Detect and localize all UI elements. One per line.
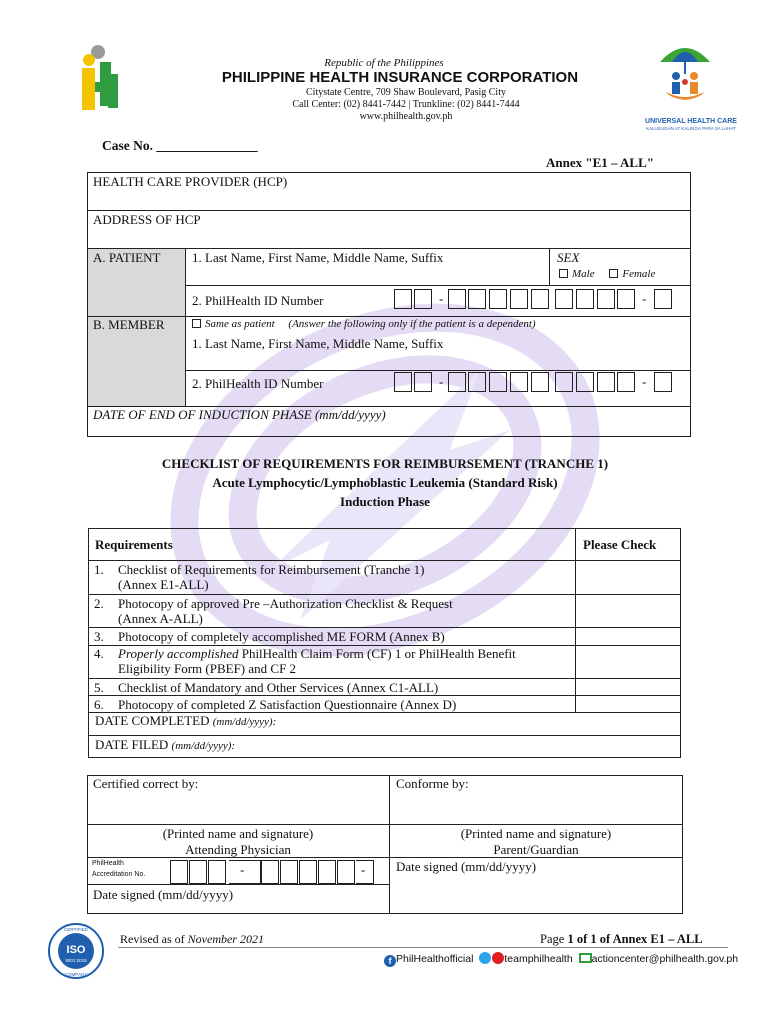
hcp-address-field[interactable] [93,212,201,228]
accreditation-label-2: Accreditation No. [92,871,146,878]
header-republic: Republic of the Philippines [324,57,444,69]
date-filed-field[interactable]: DATE FILED (mm/dd/yyyy): [95,737,236,752]
twitter-handle[interactable]: teamphilhealth [504,953,573,965]
header-website: www.philhealth.gov.ph [359,111,453,122]
social-links [384,952,738,967]
requirement-item: 3. Photocopy of completely accomplished ME FORM (Annex B) [94,629,445,644]
header-call-center: Call Center: (02) 8441-7442 | Trunkline: (02) 8441-7444 [292,99,520,110]
facebook-handle[interactable]: PhilHealthofficial [396,953,474,965]
guardian-label: Parent/Guardian [493,842,579,857]
footer-divider [118,947,728,948]
certified-by-label: Certified correct by: [93,776,199,791]
male-checkbox[interactable] [559,269,568,278]
female-label: Female [622,268,656,280]
dependent-note: (Answer the following only if the patient is a dependent) [288,318,536,330]
svg-text:9001:2015: 9001:2015 [65,958,87,963]
email-icon [579,953,592,963]
patient-name-field[interactable]: 1. Last Name, First Name, Middle Name, Suffix [192,250,444,265]
date-signed-right-field[interactable]: Date signed (mm/dd/yyyy) [396,859,537,874]
please-check-header: Please Check [583,537,657,552]
requirement-item: 4. Properly accomplished PhilHealth Claim Form (CF) 1 or PhilHealth Benefit Eligibility Form (PBEF) and CF 2 [94,646,516,676]
printed-name-left: (Printed name and signature) [162,826,314,841]
physician-signature-field[interactable] [88,790,388,823]
accreditation-label-1: PhilHealth [92,860,124,867]
member-id-label: 2. PhilHealth ID Number [192,376,324,391]
check-cell-1[interactable] [576,561,680,594]
date-completed-label: DATE COMPLETED [95,713,210,728]
requirement-item: 6. Photocopy of completed Z Satisfaction Questionnaire (Annex D) [94,697,457,712]
svg-text:COMPANY: COMPANY [64,972,88,977]
uhc-tagline: KALUSUGAN AT KALINGA PARA SA LAHAT [646,126,736,131]
requirements-header: Requirements [95,537,173,552]
hcp-field[interactable] [93,174,287,190]
revision-note: Revised as of November 2021 [120,932,264,946]
iso-certified-badge-icon [48,923,104,979]
conforme-by-label: Conforme by: [396,776,469,791]
female-checkbox[interactable] [609,269,618,278]
member-name-field[interactable]: 1. Last Name, First Name, Middle Name, Suffix [192,336,444,351]
date-filed-label: DATE FILED [95,737,169,752]
svg-text:CERTIFIED: CERTIFIED [64,927,88,932]
same-as-patient-checkbox[interactable] [192,319,201,328]
patient-id-label: 2. PhilHealth ID Number [192,293,324,308]
sex-label: SEX [557,250,580,265]
date-completed-field[interactable]: DATE COMPLETED (mm/dd/yyyy): [95,713,277,728]
youtube-icon [492,952,504,964]
member-label: B. MEMBER [93,317,165,332]
physician-label: Attending Physician [185,842,291,857]
hcp-label: HEALTH CARE PROVIDER (HCP) [93,174,288,189]
check-cell-6[interactable] [576,696,680,712]
requirement-item: 5. Checklist of Mandatory and Other Services (Annex C1-ALL) [94,680,439,695]
facebook-icon: f [384,955,396,967]
male-label: Male [572,268,595,280]
universal-health-care-logo-icon [650,40,720,102]
svg-text:ISO: ISO [66,944,86,956]
check-cell-2[interactable] [576,595,680,627]
annex-label: Annex "E1 – ALL" [546,155,654,170]
case-number[interactable]: Case No. _______________ [102,138,258,153]
check-cell-3[interactable] [576,628,680,645]
patient-label: A. PATIENT [93,250,161,265]
same-as-patient-label: Same as patient [205,318,275,330]
guardian-signature-field[interactable] [390,790,682,823]
uhc-title: UNIVERSAL HEALTH CARE [645,118,737,125]
printed-name-right: (Printed name and signature) [460,826,612,841]
checklist-phase: Induction Phase [340,494,430,509]
checklist-title: CHECKLIST OF REQUIREMENTS FOR REIMBURSEMENT (TRANCHE 1) [161,456,609,471]
induction-date-field[interactable]: DATE OF END OF INDUCTION PHASE (mm/dd/yyyy) [93,407,386,422]
hcp-address-label: ADDRESS OF HCP [93,212,201,227]
check-cell-5[interactable] [576,679,680,695]
page-indicator: Page 1 of 1 of Annex E1 – ALL [540,932,703,946]
requirement-item: 2. Photocopy of approved Pre –Authorization Checklist & Request (Annex A-ALL) [94,596,453,626]
email-address[interactable]: actioncenter@philhealth.gov.ph [591,953,739,965]
header-address: Citystate Centre, 709 Shaw Boulevard, Pasig City [306,87,506,98]
check-cell-4[interactable] [576,646,680,678]
checklist-subtitle: Acute Lymphocytic/Lymphoblastic Leukemia (Standard Risk) [212,475,558,490]
date-signed-left-field[interactable]: Date signed (mm/dd/yyyy) [93,887,234,902]
header-corporation: PHILIPPINE HEALTH INSURANCE CORPORATION [221,69,579,86]
requirement-item: 1. Checklist of Requirements for Reimbursement (Tranche 1) (Annex E1-ALL) [94,562,425,592]
twitter-icon [479,952,491,964]
